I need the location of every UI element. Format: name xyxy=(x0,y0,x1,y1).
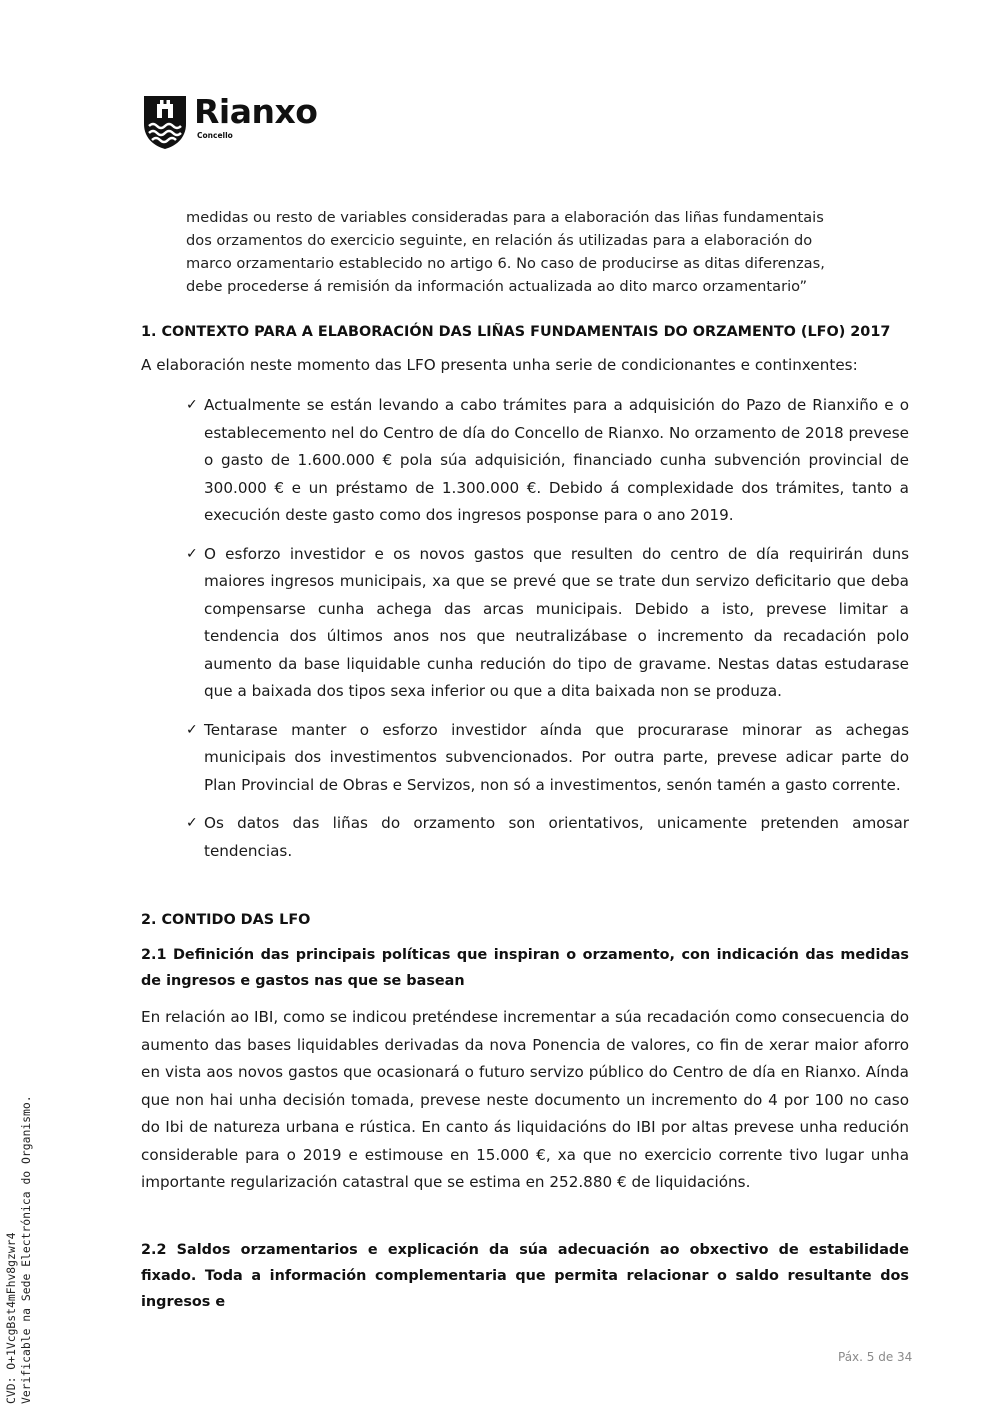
subsection-2-1-body: En relación ao IBI, como se indicou preténdese incrementar a súa recadación como consecuencia do aumento das bases liquidables derivadas da nova Ponencia de valores, co fin de xerar maior aforro en vista aos novos gastos que ocasionará o futuro servizo público do Centro de día en Rianxo. Aínda que non hai unha decisión tomada, prevese neste documento un incremento do 4 por 100 no caso do Ibi de natureza urbana e rústica. En canto ás liquidacións do IBI por altas prevese unha redución considerable para o 2019 e estimouse en 15.000 €, xa que no exercicio corrente tivo lugar unha importante regularización catastral que se estima en 252.880 € de liquidacións. xyxy=(141,1008,909,1191)
section-2-heading: 2. CONTIDO DAS LFO xyxy=(141,912,311,928)
list-item xyxy=(186,810,909,865)
quote-line: medidas ou resto de variables consideradas para a elaboración das liñas fundamentais xyxy=(186,209,824,226)
quote-line: marco orzamentario establecido no artigo 6. No caso de producirse as ditas diferenzas, xyxy=(186,255,825,272)
quote-line: dos orzamentos do exercicio seguinte, en relación ás utilizadas para a elaboración do xyxy=(186,232,813,249)
bullet-text: Os datos das liñas do orzamento son orientativos, unicamente pretenden amosar tendencias. xyxy=(204,814,909,860)
checkmark-icon: ✓ xyxy=(186,721,198,738)
context-bullet-list xyxy=(186,392,909,876)
logo-subtitle: Concello xyxy=(197,131,233,140)
bullet-text: Actualmente se están levando a cabo trámites para a adquisición do Pazo de Rianxiño e o establecemento nel do Centro de día do Concello de Rianxo. No orzamento de 2018 prevese o gasto de 1.600.000 € pola súa adquisición, financiado cunha subvención provincial de 300.000 € e un préstamo de 1.300.000 €. Debido á complexidade dos trámites, tanto a execución deste gasto como dos ingresos posponse para o ano 2019. xyxy=(204,396,909,524)
section-1-intro: A elaboración neste momento das LFO presenta unha serie de condicionantes e continxentes: xyxy=(141,356,858,374)
concello-logo xyxy=(142,94,352,152)
verification-note: Verificable na Sede Electrónica do Organismo. xyxy=(19,1095,33,1404)
list-item xyxy=(186,717,909,800)
section-1-heading: 1. CONTEXTO PARA A ELABORACIÓN DAS LIÑAS FUNDAMENTAIS DO ORZAMENTO (LFO) 2017 xyxy=(141,324,891,340)
subsection-2-1-heading: 2.1 Definición das principais políticas que inspiran o orzamento, con indicación das medidas de ingresos e gastos nas que se basean xyxy=(141,947,909,989)
page-number: Páx. 5 de 34 xyxy=(838,1350,913,1364)
checkmark-icon: ✓ xyxy=(186,397,198,413)
bullet-text: Tentarase manter o esforzo investidor aínda que procurarase minorar as achegas municipais dos investimentos subvencionados. Por outra parte, prevese adicar parte do Plan Provincial de Obras e Servizos, non só a investimentos, senón tamén a gasto corrente. xyxy=(204,720,909,794)
list-item xyxy=(186,541,909,706)
subsection-2-2-heading: 2.2 Saldos orzamentarios e explicación da súa adecuación ao obxectivo de estabilidade fixado. Toda a información complementaria que permita relacionar o saldo resultante dos ingresos e xyxy=(141,1242,909,1310)
quoted-legal-text xyxy=(186,206,846,298)
checkmark-icon: ✓ xyxy=(186,815,198,831)
verification-code: CVD: O+1VcgBst4mFhv8gzwr4 xyxy=(4,1232,18,1404)
shield-emblem-icon xyxy=(142,94,188,150)
quote-line: debe procederse á remisión da información actualizada ao dito marco orzamentario” xyxy=(186,278,808,295)
checkmark-icon: ✓ xyxy=(186,545,198,562)
list-item xyxy=(186,392,909,530)
verification-sidebar xyxy=(4,1095,34,1404)
logo-wordmark: Rianxo xyxy=(194,92,318,131)
bullet-text: O esforzo investidor e os novos gastos que resulten do centro de día requirirán duns maiores ingresos municipais, xa que se prevé que se trate dun servizo deficitario que deba compensarse cunha achega das arcas municipais. Debido a isto, prevese limitar a tendencia dos últimos anos nos que neutralizábase o incremento da recadación polo aumento da base liquidable cunha redución do tipo de gravame. Nestas datas estudarase que a baixada dos tipos sexa inferior ou que a dita baixada non se produza. xyxy=(204,544,909,700)
